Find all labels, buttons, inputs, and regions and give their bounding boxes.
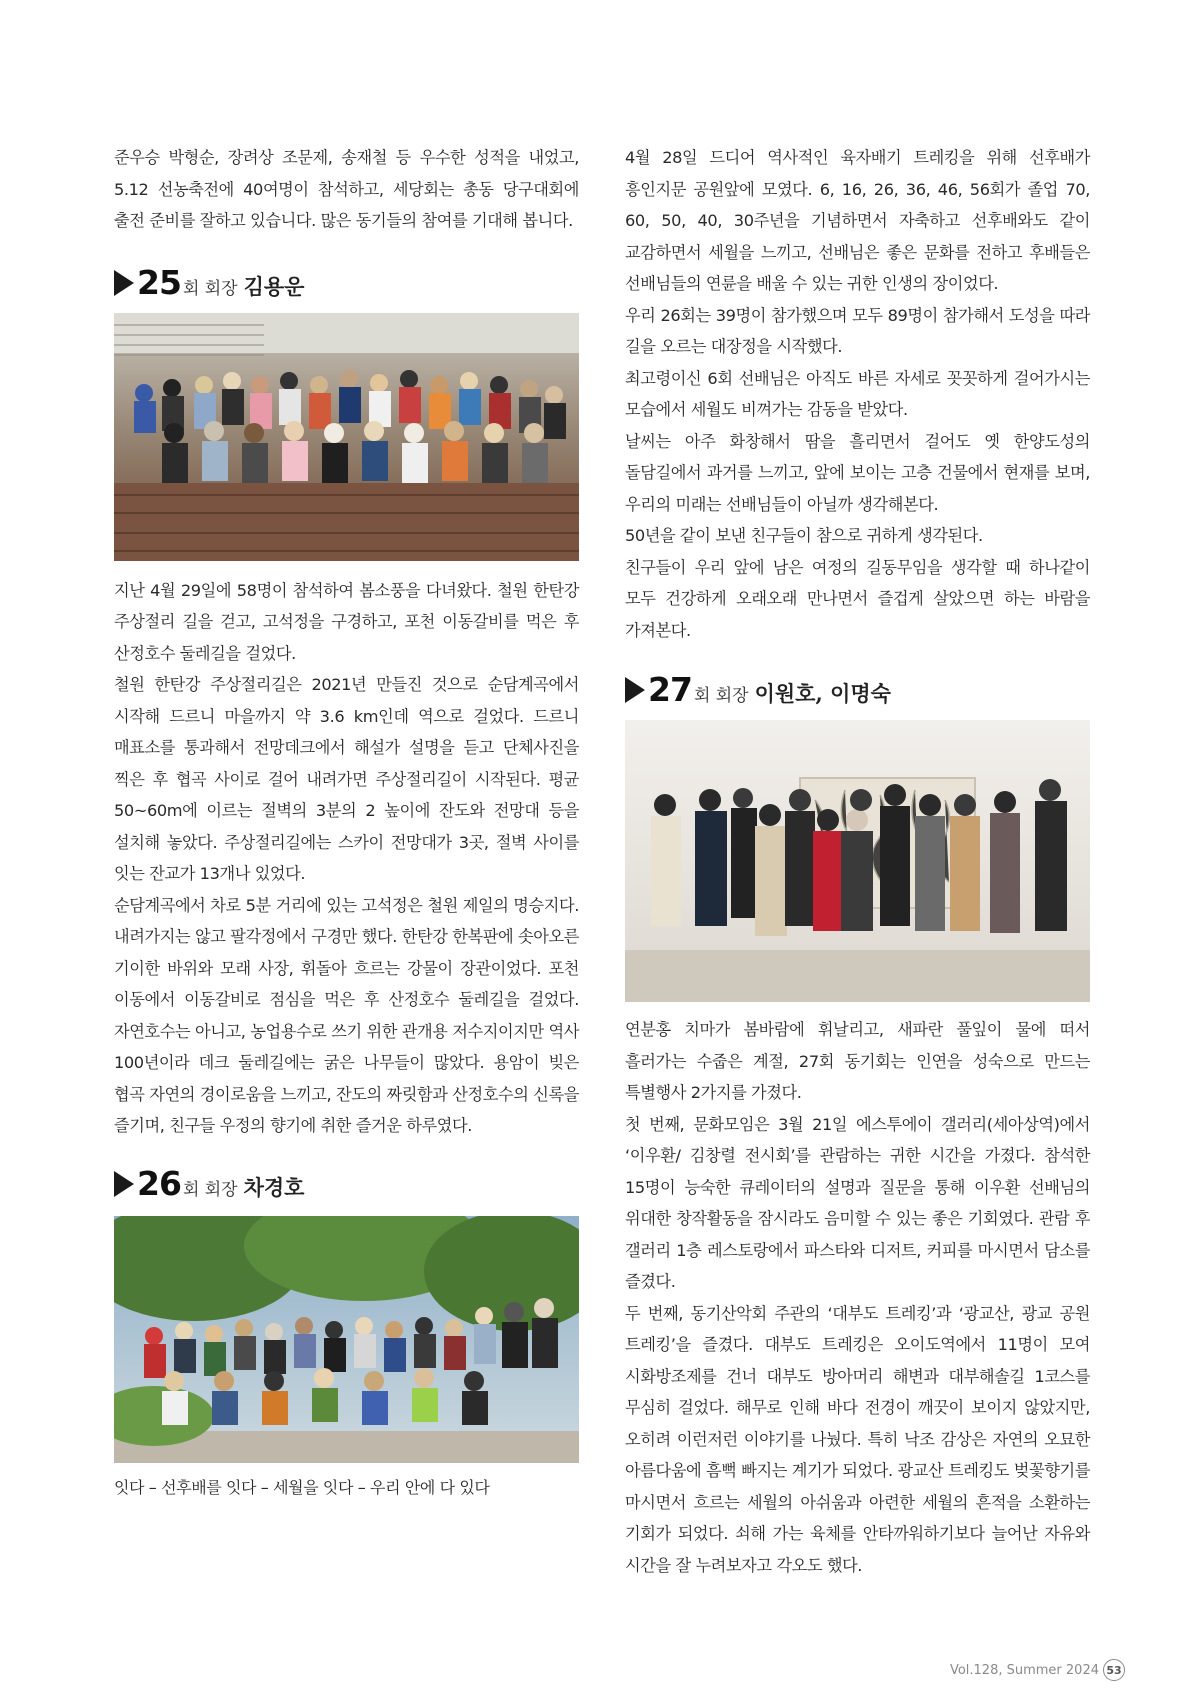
page-footer (950, 1659, 1125, 1681)
group-photo-image (114, 1216, 579, 1463)
section-number: 26 (137, 1163, 181, 1203)
photo-26-group (114, 1216, 579, 1463)
right-paragraph-4: 날씨는 아주 화창해서 땀을 흘리면서 걸어도 옛 한양도성의 돌담길에서 과거를 느끼고, 앞에 보이는 고층 건물에서 현재를 보며, 우리의 미래는 선배님들이 아닐까 생각해본다. (625, 431, 1090, 514)
right-paragraph-2: 우리 26회는 39명이 참가했으며 모두 89명이 참가해서 도성을 따라 길을 오르는 대장정을 시작했다. (625, 305, 1090, 356)
section-26-caption: 잇다 – 선후배를 잇다 – 세월을 잇다 – 우리 안에 다 있다 (114, 1477, 490, 1497)
section-25-paragraph-2: 철원 한탄강 주상절리길은 2021년 만들진 것으로 순담계곡에서 시작해 드르니 마을까지 약 3.6 km인데 역으로 걸었다. 드르니 매표소를 통과해서 전망데크에서 해설가 설명을 듣고 단체사진을 찍은 후 협곡 사이로 걸어 내려가면 주상절리길이 시작된다. 평균 50~60m에 이르는 절벽의 3분의 2 높이에 잔도와 전망대 등을 설치해 놓았다. 주상절리길에는 스카이 전망대가 3곳, 절벽 사이를 잇는 잔교가 13개나 있었다. (114, 675, 579, 883)
photo-25-group (114, 313, 579, 561)
photo-27-group (625, 720, 1090, 1002)
section-25-paragraph-1: 지난 4월 29일에 58명이 참석하여 봄소풍을 다녀왔다. 철원 한탄강 주상절리 길을 걷고, 고석정을 구경하고, 포천 이동갈비를 먹은 후 산정호수 둘레길을 걸었다. (114, 580, 579, 663)
intro-paragraph: 준우승 박형순, 장려상 조문제, 송재철 등 우수한 성적을 내었고, 5.12 선농축전에 40여명이 참석하고, 세당회는 총동 당구대회에 출전 준비를 잘하고 있습니다. 많은 동기들의 참여를 기대해 봅니다. (114, 148, 579, 230)
triangle-bullet-icon (625, 677, 645, 703)
section-role: 회 회장 (693, 686, 749, 706)
president-name: 이원호, 이명숙 (754, 681, 891, 706)
right-paragraph-6: 친구들이 우리 앞에 남은 여정의 길동무임을 생각할 때 하나같이 모두 건강하게 오래오래 만나면서 즐겁게 살았으면 하는 바람을 가져본다. (625, 557, 1090, 640)
section-number: 27 (648, 670, 692, 709)
section-27-paragraph-3: 두 번째, 동기산악회 주관의 ‘대부도 트레킹’과 ‘광교산, 광교 공원 트레킹’을 즐겼다. 대부도 트레킹은 오이도역에서 11명이 모여 시화방조제를 건너 대부도 방아머리 해변과 대부해솔길 1코스를 무심히 걸었다. 해무로 인해 바다 전경이 깨끗이 보이지 않았지만, 오히려 이런저런 이야기를 나눴다. 특히 낙조 감상은 자연의 오묘한 아름다움에 흠뻑 빠지는 계기가 되었다. 광교산 트레킹도 벚꽃향기를 마시면서 흐르는 세월의 아쉬움과 아련한 세월의 흔적을 소환하는 기회가 되었다. 쇠해 가는 육체를 안타까워하기보다 늘어난 자유와 시간을 잘 누려보자고 각오도 했다. (625, 1303, 1090, 1575)
section-27-paragraph-2: 첫 번째, 문화모임은 3월 21일 에스투에이 갤러리(세아상역)에서 ‘이우환/ 김창렬 전시회’를 관람하는 귀한 시간을 가졌다. 참석한 15명이 능숙한 큐레이터의 설명과 질문을 통해 이우환 선배님의 위대한 창작활동을 잠시라도 음미할 수 있는 좋은 기회였다. 관람 후 갤러리 1층 레스토랑에서 파스타와 디저트, 커피를 마시면서 담소를 즐겼다. (625, 1114, 1090, 1291)
group-photo-image (625, 720, 1090, 1002)
section-26-heading (114, 1164, 579, 1204)
page-number: 53 (1103, 1659, 1125, 1681)
right-paragraph-3: 최고령이신 6회 선배님은 아직도 바른 자세로 꼿꼿하게 걸어가시는 모습에서 세월도 비껴가는 감동을 받았다. (625, 368, 1090, 419)
triangle-bullet-icon (114, 270, 134, 296)
section-27-heading (625, 670, 1090, 710)
group-photo-image (114, 313, 579, 561)
section-role: 회 회장 (182, 278, 238, 299)
section-number: 25 (137, 262, 181, 302)
triangle-bullet-icon (114, 1171, 134, 1197)
left-column (114, 142, 579, 1503)
right-paragraph-5: 50년을 같이 보낸 친구들이 참으로 귀하게 생각된다. (625, 526, 983, 545)
right-paragraph-1: 4월 28일 드디어 역사적인 육자배기 트레킹을 위해 선후배가 흥인지문 공원앞에 모였다. 6, 16, 26, 36, 46, 56회가 졸업 70, 60, 50, 40, 30주년을 기념하면서 자축하고 선후배와도 같이 교감하면서 세월을 느끼고, 선배님은 좋은 문화를 전하고 후배들은 선배님들의 연륜을 배울 수 있는 귀한 인생의 장이었다. (625, 148, 1090, 293)
section-role: 회 회장 (182, 1179, 238, 1200)
president-name: 김용운 (243, 273, 305, 299)
section-25-paragraph-3: 순담계곡에서 차로 5분 거리에 있는 고석정은 철원 제일의 명승지다. 내려가지는 않고 팔각정에서 구경만 했다. 한탄강 한복판에 솟아오른 기이한 바위와 모래 사장, 휘돌아 흐르는 강물이 장관이었다. 포천 이동에서 이동갈비로 점심을 먹은 후 산정호수 둘레길을 걸었다. 자연호수는 아니고, 농업용수로 쓰기 위한 관개용 저수지이지만 역사 100년이라 데크 둘레길에는 굵은 나무들이 많았다. 용암이 빚은 협곡 자연의 경이로움을 느끼고, 잔도의 짜릿함과 산정호수의 신록을 즐기며, 친구들 우정의 향기에 취한 즐거운 하루였다. (114, 895, 579, 1135)
issue-label: Vol.128, Summer 2024 (949, 1662, 1099, 1678)
president-name: 차경호 (243, 1174, 305, 1200)
right-column (625, 142, 1090, 1581)
section-25-heading (114, 263, 579, 303)
section-27-paragraph-1: 연분홍 치마가 봄바람에 휘날리고, 새파란 풀잎이 물에 떠서 흘러가는 수줍은 계절, 27회 동기회는 인연을 성숙으로 만드는 특별행사 2가지를 가졌다. (625, 1020, 1090, 1102)
